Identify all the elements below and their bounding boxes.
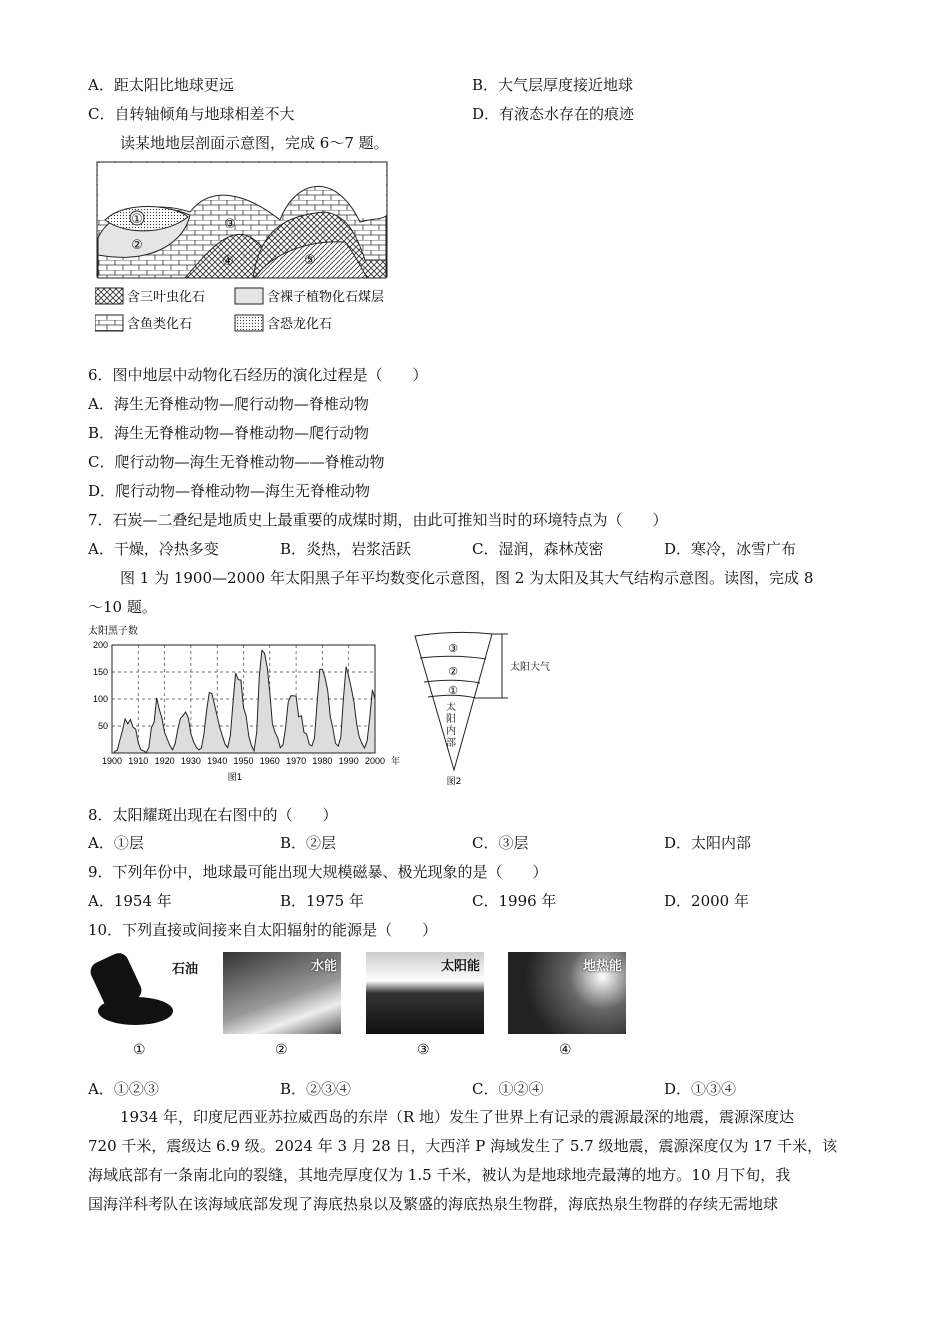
q10-option-d: D．①③④ xyxy=(664,1080,737,1098)
x-tick-label: 1990 xyxy=(338,756,359,766)
solar-label: 太阳能 xyxy=(440,959,480,974)
sunspot-area xyxy=(115,650,375,753)
x-tick-label: 1920 xyxy=(154,756,175,766)
legend-gymnosperm-coal: 含裸子植物化石煤层 xyxy=(267,290,385,305)
q10-stem: 10．下列直接或间接来自太阳辐射的能源是（ ） xyxy=(88,921,438,939)
geothermal-label: 地热能 xyxy=(582,959,622,974)
x-tick-label: 1980 xyxy=(312,756,333,766)
chart-xlabel: 年 xyxy=(391,757,401,767)
legend-fish: 含鱼类化石 xyxy=(127,317,193,332)
layer-3-label: ③ xyxy=(448,642,458,655)
q8-option-c: C．③层 xyxy=(472,834,529,852)
q6-option-c: C．爬行动物—海生无脊椎动物——脊椎动物 xyxy=(88,453,385,471)
q6-stem: 6．图中地层中动物化石经历的演化过程是（ ） xyxy=(88,366,428,384)
x-tick-label: 1930 xyxy=(180,756,201,766)
q8-option-a: A．①层 xyxy=(88,834,144,852)
q6-option-d: D．爬行动物—脊椎动物—海生无脊椎动物 xyxy=(88,482,371,500)
y-tick-label: 200 xyxy=(92,640,108,650)
oil-label: 石油 xyxy=(171,962,198,977)
q7-option-c: C．湿润，森林茂密 xyxy=(472,540,604,558)
sun-atmosphere-label: 太阳大气 xyxy=(510,662,550,673)
y-tick-label: 50 xyxy=(97,721,108,731)
y-tick-label: 150 xyxy=(92,667,108,677)
image-number-3: ③ xyxy=(417,1042,430,1058)
q10-option-c: C．①②④ xyxy=(472,1080,544,1098)
chart-ylabel: 太阳黑子数 xyxy=(88,626,138,637)
layer-label-5: ⑤ xyxy=(304,253,316,268)
q9-stem: 9．下列年份中，地球最可能出现大规模磁暴、极光现象的是（ ） xyxy=(88,863,548,881)
solar-image xyxy=(366,952,484,1034)
q8-stem: 8．太阳耀斑出现在右图中的（ ） xyxy=(88,806,338,824)
layer-1-label: ① xyxy=(448,684,458,697)
layer-label-3: ③ xyxy=(224,217,236,232)
oil-image xyxy=(88,952,206,1034)
q7-option-d: D．寒冷，冰雪广布 xyxy=(664,540,797,558)
q7-option-a: A．干燥，冷热多变 xyxy=(88,540,219,558)
layer-2-label: ② xyxy=(448,665,458,678)
q10-option-b: B．②③④ xyxy=(280,1080,352,1098)
sun-interior-label: 太阳内部 xyxy=(446,702,456,749)
x-tick-label: 1940 xyxy=(207,756,228,766)
x-tick-label: 2000 xyxy=(364,756,386,766)
legend-trilobite: 含三叶虫化石 xyxy=(127,290,206,305)
q10-option-a: A．①②③ xyxy=(88,1080,159,1098)
q7-stem: 7．石炭—二叠纪是地质史上最重要的成煤时期，由此可推知当时的环境特点为（ ） xyxy=(88,511,668,529)
q9-option-b: B．1975 年 xyxy=(280,892,364,910)
x-tick-label: 1970 xyxy=(286,756,307,766)
passage-line-4: 国海洋科考队在该海域底部发现了海底热泉以及繁盛的海底热泉生物群，海底热泉生物群的存续无需地球 xyxy=(88,1195,779,1213)
legend-dinosaur: 含恐龙化石 xyxy=(267,317,333,332)
q6-option-a: A．海生无脊椎动物—爬行动物—脊椎动物 xyxy=(88,395,369,413)
intro-8-10-line1: 图 1 为 1900—2000 年太阳黑子年平均数变化示意图，图 2 为太阳及其大气结构示意图。读图，完成 8 xyxy=(120,569,814,587)
intro-6-7: 读某地地层剖面示意图，完成 6～7 题。 xyxy=(120,134,389,152)
passage-line-3: 海域底部有一条南北向的裂缝，其地壳厚度仅为 1.5 千米，被认为是地球地壳最薄的地方。10 月下旬，我 xyxy=(88,1166,791,1184)
x-tick-label: 1900 xyxy=(101,756,123,766)
q5-option-a: A．距太阳比地球更远 xyxy=(88,76,234,94)
image-number-1: ① xyxy=(133,1042,146,1058)
passage-line-1: 1934 年，印度尼西亚苏拉威西岛的东岸（R 地）发生了世界上有记录的震源最深的地震，震源深度达 xyxy=(120,1108,795,1126)
q7-option-b: B．炎热，岩浆活跃 xyxy=(280,540,412,558)
layer-label-2: ② xyxy=(131,238,143,253)
x-tick-label: 1960 xyxy=(259,756,280,766)
q5-option-c: C．自转轴倾角与地球相差不大 xyxy=(88,105,295,123)
image-number-2: ② xyxy=(275,1042,288,1058)
q5-option-d: D．有液态水存在的痕迹 xyxy=(472,105,635,123)
chart-caption: 图1 xyxy=(227,773,243,783)
q9-option-c: C．1996 年 xyxy=(472,892,557,910)
strata-diagram xyxy=(95,160,405,340)
q9-option-a: A．1954 年 xyxy=(88,892,172,910)
layer-label-4: ④ xyxy=(222,254,234,269)
q6-option-b: B．海生无脊椎动物—脊椎动物—爬行动物 xyxy=(88,424,370,442)
x-tick-label: 1910 xyxy=(128,756,149,766)
q8-option-d: D．太阳内部 xyxy=(664,834,752,852)
hydro-label: 水能 xyxy=(310,959,337,974)
intro-8-10-line2: ～10 题。 xyxy=(88,598,157,616)
fig2-caption: 图2 xyxy=(446,777,462,787)
passage-line-2: 720 千米，震级达 6.9 级。2024 年 3 月 28 日，大西洋 P 海域发生了 5.7 级地震，震源深度仅为 17 千米，该 xyxy=(88,1137,838,1155)
image-number-4: ④ xyxy=(559,1042,572,1058)
sun-structure-diagram xyxy=(410,628,560,788)
q9-option-d: D．2000 年 xyxy=(664,892,749,910)
sunspot-chart xyxy=(85,620,410,785)
geothermal-image xyxy=(508,952,626,1034)
q5-option-b: B．大气层厚度接近地球 xyxy=(472,76,634,94)
layer-label-1: ① xyxy=(131,212,143,227)
x-tick-label: 1950 xyxy=(233,756,254,766)
hydro-image xyxy=(223,952,341,1034)
y-tick-label: 100 xyxy=(92,694,108,704)
q8-option-b: B．②层 xyxy=(280,834,337,852)
